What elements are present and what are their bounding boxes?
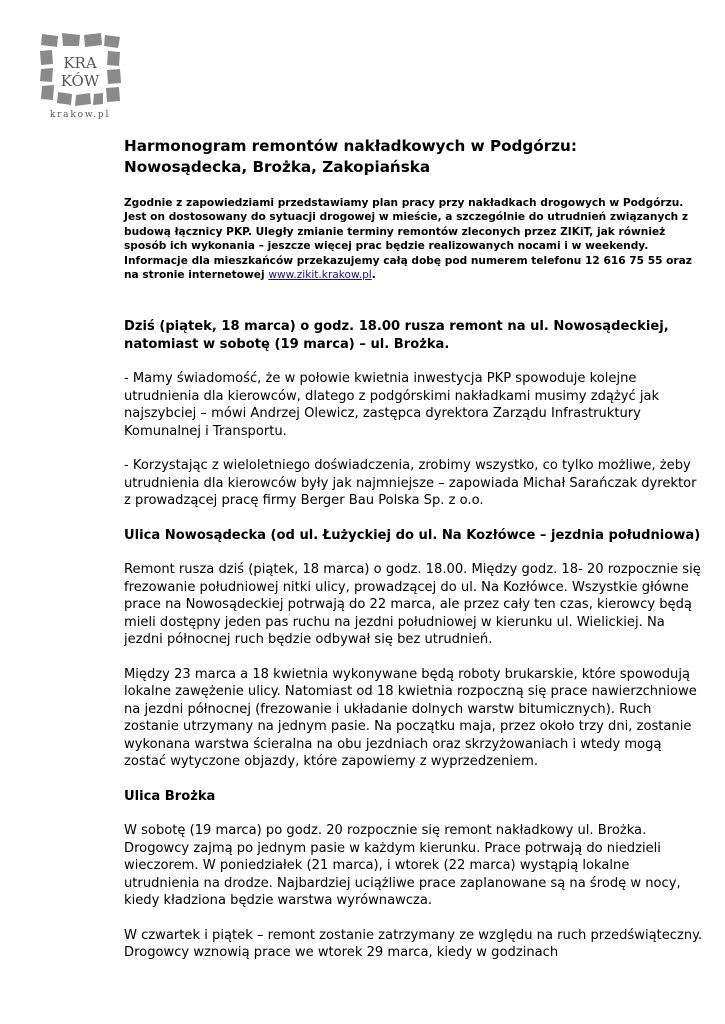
krakow-logo-graphic [38, 32, 122, 112]
logo-text-kow: KÓW [60, 72, 100, 90]
document-title-line2: Nowosądecka, Brożka, Zakopiańska [124, 158, 431, 176]
lead-paragraph: Dziś (piątek, 18 marca) o godz. 18.00 rusza remont na ul. Nowosądeckiej, natomiast w sobotę (19 marca) – ul. Brożka. [124, 319, 669, 352]
document-body [124, 136, 704, 962]
brozka-paragraph-2: W czwartek i piątek – remont zostanie zatrzymany ze względu na ruch przedświąteczny. Drogowcy wznowią prace we wtorek 29 marca, kiedy w godzinach [124, 927, 703, 961]
brozka-paragraph-1: W sobotę (19 marca) po godz. 20 rozpocznie się remont nakładkowy ul. Brożka. Drogowcy zajmą po jednym pasie w każdym kierunku. Prace potrwają do niedzieli wieczorem. W poniedziałek (21 marca), i wtorek (22 marca) wystąpią lokalne utrudnienia na drodze. Najbardziej uciążliwe prace zaplanowane są na środę w nocy, kiedy kładziona będzie warstwa wyrównawcza. [124, 823, 681, 909]
document-title-line1: Harmonogram remontów nakładkowych w Podgórzu: [124, 137, 577, 155]
quote-saranczak: - Korzystając z wieloletniego doświadczenia, zrobimy wszystko, co tylko możliwe, żeby utrudnienia dla kierowców były jak najmniejsze – zapowiada Michał Sarańczak dyrektor z prowadzącej pracę firmy Berger Bau Polska Sp. z o.o. [124, 458, 697, 509]
section-heading-brozka: Ulica Brożka [124, 788, 216, 804]
section-heading-nowosadecka: Ulica Nowosądecka (od ul. Łużyckiej do ul. Na Kozłówce – jezdnia południowa) [124, 527, 701, 543]
intro-paragraph [124, 196, 704, 282]
logo-text-kra: KRA [63, 54, 97, 72]
document-title [124, 136, 704, 178]
nowosadecka-paragraph-2: Między 23 marca a 18 kwietnia wykonywane będą roboty brukarskie, które spowodują lokalne zawężenie ulicy. Natomiast od 18 kwietnia rozpoczną się prace nawierzchniowe na jezdni północnej (frezowanie i układanie dolnych warstw bitumicznych). Ruch zostanie utrzymany na jednym pasie. Na początku maja, przez około trzy dni, zostanie wykonana warstwa ścieralna na obu jezdniach oraz skrzyżowaniach i wtedy mogą zostać wytyczone objazdy, które zapowiemy z wyprzedzeniem. [124, 666, 697, 770]
logo-caption: krakow.pl [49, 110, 111, 120]
krakow-logo [38, 32, 122, 124]
quote-olewicz: - Mamy świadomość, że w połowie kwietnia inwestycja PKP spowoduje kolejne utrudnienia dla kierowców, dlatego z podgórskimi nakładkami musimy zdążyć jak najszybciej – mówi Andrzej Olewicz, zastępca dyrektora Zarządu Infrastruktury Komunalnej i Transportu. [124, 371, 660, 439]
intro-end: . [371, 269, 376, 282]
nowosadecka-paragraph-1: Remont rusza dziś (piątek, 18 marca) o godz. 18.00. Między godz. 18- 20 rozpocznie się frezowanie południowej nitki ulicy, prowadzącej do ul. Na Kozłówce. Wszystkie główne prace na Nowosądeckiej potrwają do 22 marca, ale przez cały ten czas, kierowcy będą mieli dostępny jeden pas ruchu na jezdni południowej w kierunku ul. Wielickiej. Na jezdni północnej ruch będzie odbywał się bez utrudnień. [124, 562, 701, 648]
zikit-link[interactable]: www.zikit.krakow.pl [268, 269, 372, 282]
intro-text: Zgodnie z zapowiedziami przedstawiamy plan pracy przy nakładkach drogowych w Podgórzu. Jest on dostosowany do sytuacji drogowej w mieście, a szczególnie do utrudnień związanych z budową łącznicy PKP. Uległy zmianie terminy remontów zleconych przez ZIKiT, jak również sposób ich wykonania – jeszcze więcej prac będzie realizowanych nocami i w weekendy. Informacje dla mieszkańców przekazujemy całą dobę pod numerem telefonu 12 616 75 55 oraz na stronie internetowej [124, 197, 692, 282]
